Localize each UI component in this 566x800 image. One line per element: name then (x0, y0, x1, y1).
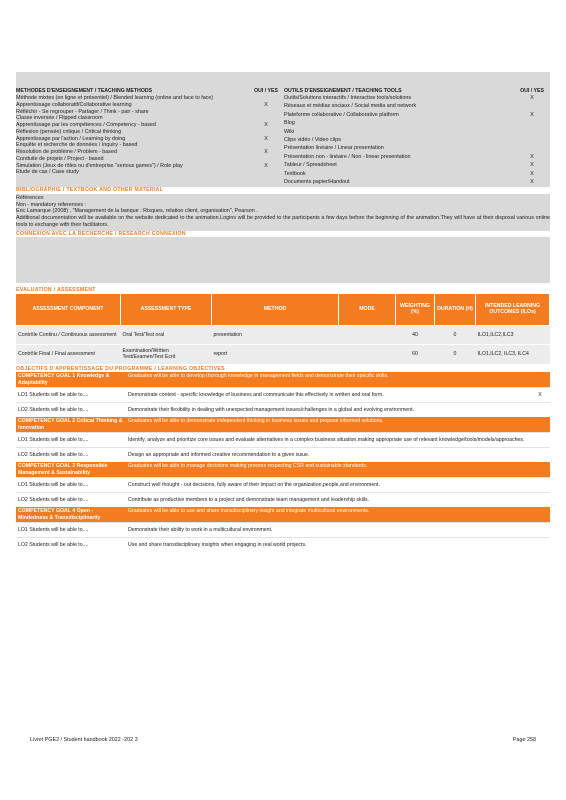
lo-text: Demonstrate their ability to work in a multicultural environment. (128, 526, 273, 533)
tool-row (284, 129, 550, 137)
eval-ilo: ILO1,ILC2, ILC3, ILC4 (476, 345, 550, 364)
biblio-line: Non - mandatory references : (16, 201, 87, 208)
learning-outcome-row (16, 492, 550, 507)
lo-text: Construct well thought - out decisions, fully aware of their impact on the organization,people,and environment. (128, 481, 381, 488)
eval-weighting: 40 (396, 326, 435, 345)
eval-duration: 0 (435, 345, 476, 364)
lo-code: LO1 Students will be able to.... (18, 526, 89, 533)
methods-header: METHODES D'ENSEIGNEMENT / TEACHING METHODS (16, 87, 153, 94)
lo-text: Demonstrate their flexibility in dealing with unexpected management issues/challenges in a global and evolving environment. (128, 406, 415, 413)
eval-method: report (212, 345, 339, 364)
evaluation-body (16, 326, 550, 364)
tool-label: Outils/Solutions interactifs / Interactive tools/solutions (284, 95, 412, 101)
method-check: X (264, 149, 268, 155)
lo-code: LO2 Students will be able to.... (18, 496, 89, 503)
learning-outcome-row (16, 537, 550, 552)
eval-ilo: ILO1,ILC2,ILC3 (476, 326, 550, 345)
tool-label: Plateforme collaborative / Collaborative platform (284, 111, 399, 118)
lo-text: Use and share transdisciplinary insights when engaging in real world projects. (128, 541, 307, 548)
competency-desc: Graduates will be able to develop thorough knowledge in management fields and demonstrate their specific skills. (128, 373, 389, 380)
tool-label: Tableur / Spreadsheet (284, 162, 337, 169)
research-body (16, 237, 550, 283)
evaluation-row (16, 326, 550, 345)
competency-goal (16, 507, 550, 522)
biblio-line: Additional documentation will be available on the website dedicated to the animation.Logins will be provided to the participants a few days before the beginning of the animation.They will have at their disposal various online tools to exchange with their facilitators. (16, 215, 550, 228)
methods-header-row (16, 72, 550, 95)
method-row (16, 115, 280, 122)
method-row (16, 149, 280, 156)
method-label: Méthode mixtes (en ligne et présentiel) / Blended learning (online and face to face) (16, 95, 214, 101)
method-label: Conduite de projets / Project - based (16, 155, 104, 162)
eval-component: Contrôle Continu / Continuous assessment (16, 326, 121, 345)
competency-name: COMPETENCY GOAL 4 Open - Mindedness & Transdisciplinarity (18, 508, 101, 521)
biblio-line: Références (16, 194, 44, 201)
eval-mode (339, 345, 396, 364)
tool-label: Présentation linéaire / Linear presentation (284, 145, 384, 152)
tools-yes-header: OUI / YES (520, 87, 544, 94)
competency-goal (16, 462, 550, 477)
tool-row (284, 137, 550, 145)
eval-type: Examination/Written Test/Examen/Test Ecrit (121, 345, 212, 364)
tool-row (284, 162, 550, 170)
tool-row (284, 95, 550, 103)
tool-check: X (530, 170, 534, 177)
learning-outcome-row (16, 522, 550, 537)
method-label: Simulation (Jeux de rôles ou d'entreprise "serious games") / Role play (16, 162, 183, 169)
eval-duration: 0 (435, 326, 476, 345)
method-row (16, 163, 280, 170)
method-check: X (264, 122, 268, 128)
method-row (16, 156, 280, 163)
evaluation-title: EVALUATION / ASSESSMENT (16, 287, 96, 294)
method-check: X (264, 101, 268, 108)
th-method: METHOD (212, 294, 339, 326)
method-label: Etude de cas / Case study (16, 169, 79, 176)
eval-component: Contrôle Final / Final assessment (16, 345, 121, 364)
tool-check: X (530, 111, 534, 118)
page-footer (30, 737, 536, 743)
method-label: Apprentissage par les compétences / Competency - based (16, 122, 156, 128)
method-row (16, 122, 280, 129)
learning-outcome-row (16, 432, 550, 447)
tool-row (284, 103, 550, 111)
method-label: Apprentissage par l'action / Learning by doing (16, 135, 126, 142)
th-duration: DURATION (H) (435, 294, 476, 326)
tool-label: Blog (284, 120, 295, 127)
tool-row (284, 179, 550, 187)
lo-text: Demonstrate context - specific knowledge of business and communicate this effectively in written and oral form. (128, 391, 384, 398)
eval-method: presentation (212, 326, 339, 345)
tool-label: Réseaux et médias sociaux / Social media and network (284, 103, 417, 110)
learning-outcome-row (16, 387, 550, 402)
method-label: Classe inversée / Flipped classroom (16, 115, 103, 122)
tool-check: X (530, 162, 534, 169)
method-row (16, 109, 280, 116)
learning-outcome-row (16, 402, 550, 417)
competency-name: COMPETENCY GOAL 3 Responsible Management & Sustainability (18, 463, 108, 476)
bibliography-title: BIBLIOGRAPHIE / TEXTBOOK AND OTHER MATERIAL (16, 187, 164, 194)
lo-text: Identify, analyze and prioritize core issues and evaluate alternatives in a complex business situation,making appropriate use of relevant knowledge/tools/models/approaches. (128, 436, 525, 443)
lo-code: LO2 Students will be able to.... (18, 541, 89, 548)
lo-code: LO1 Students will be able to.... (18, 391, 89, 398)
lo-check: X (538, 391, 542, 398)
method-label: Enquête et recherche de données / Inquiry - based (16, 142, 138, 149)
competency-goal (16, 417, 550, 432)
th-type: ASSESSMENT TYPE (121, 294, 212, 326)
method-row (16, 95, 280, 102)
eval-type: Oral Test/Test oral (121, 326, 212, 345)
tool-row (284, 171, 550, 179)
evaluation-header-row (16, 294, 550, 326)
competency-goal (16, 372, 550, 387)
bibliography-body (16, 194, 550, 231)
methods-yes-header: OUI / YES (254, 87, 278, 94)
competency-desc: Graduates will be able to demonstrate independent thinking in business issues and propose informed solutions. (128, 418, 384, 425)
tool-label: Présentation non - linéaire / Non - linear presentation (284, 153, 411, 160)
lo-code: LO1 Students will be able to.... (18, 436, 89, 443)
evaluation-table (16, 294, 550, 364)
method-label: Réfléchir - Se regrouper - Partager / Think - pair - share (16, 108, 149, 115)
page-content (16, 72, 550, 552)
tool-check: X (530, 178, 534, 185)
teaching-methods-section (16, 72, 550, 187)
lo-code: LO2 Students will be able to.... (18, 451, 89, 458)
tools-list (280, 95, 550, 187)
method-row (16, 142, 280, 149)
research-title: CONNEXION AVEC LA RECHERCHE / RESEARCH CONNEXION (16, 230, 186, 237)
method-label: Résolution de problème / Problem - based (16, 149, 117, 155)
method-row (16, 129, 280, 136)
competency-desc: Graduates will be able to manage decisions making process respecting CSR and sustainable standards. (128, 463, 368, 470)
tool-label: Wiki (284, 128, 295, 135)
method-row (16, 136, 280, 143)
method-check: X (264, 135, 268, 142)
tool-label: Documents papier/Handout (284, 178, 350, 185)
tool-label: Clips vidéo / Video clips (284, 136, 341, 143)
th-ilo: INTENDED LEARNING OUTCOMES (ILOs) (476, 294, 550, 326)
learning-outcome-row (16, 447, 550, 462)
eval-mode (339, 326, 396, 345)
lo-text: Contribute as productive members to a project and demonstrate team management and leadership skills. (128, 496, 370, 503)
competency-name: COMPETENCY GOAL 1 Knowledge & Adaptability (18, 373, 110, 386)
lo-code: LO2 Students will be able to.... (18, 406, 89, 413)
method-row (16, 102, 280, 109)
th-mode: MODE (339, 294, 396, 326)
method-check: X (264, 162, 268, 169)
biblio-line: Eric Lamarque (2008) , "Management de la banque : Risques, relation client, organisation", Pearson . (16, 208, 258, 215)
tools-header: OUTILS D'ENSEIGNEMENT / TEACHING TOOLS (284, 87, 402, 94)
method-label: Apprentissage collaboratif/Collaborative learning (16, 101, 132, 108)
th-component: ASSESSMENT COMPONENT (16, 294, 121, 326)
competency-name: COMPETENCY GOAL 2 Critical Thinking & Innovation (18, 418, 123, 431)
learning-outcome-row (16, 477, 550, 492)
lo-text: Design an appropriate and informed creative recommendation to a given issue. (128, 451, 310, 458)
objectives-list (16, 372, 550, 552)
evaluation-row (16, 345, 550, 364)
tool-check: X (530, 153, 534, 160)
footer-handbook: Livret PGE2 / Student handbook 2022 -202 3 (30, 737, 138, 743)
footer-page-number: Page 258 (512, 737, 536, 743)
tool-row (284, 112, 550, 120)
method-label: Réflexion (pensée) critique / Critical thinking (16, 128, 122, 135)
method-row (16, 169, 280, 176)
methods-body (16, 95, 550, 187)
th-weighting: WEIGHTING (%) (396, 294, 435, 326)
tool-row (284, 154, 550, 162)
eval-weighting: 60 (396, 345, 435, 364)
objectives-title: OBJECTIFS D'APPRENTISSAGE DU PROGRAMME / LEARNING OBJECTIVES (16, 365, 225, 372)
tool-row (284, 145, 550, 153)
competency-desc: Graduates will be able to use and share transdisciplinary insight and integrate multicultural environments. (128, 508, 370, 515)
lo-code: LO1 Students will be able to.... (18, 481, 89, 488)
tool-row (284, 120, 550, 128)
tool-check: X (530, 95, 534, 101)
tool-label: Textbook (284, 170, 306, 177)
methods-list (16, 95, 280, 187)
